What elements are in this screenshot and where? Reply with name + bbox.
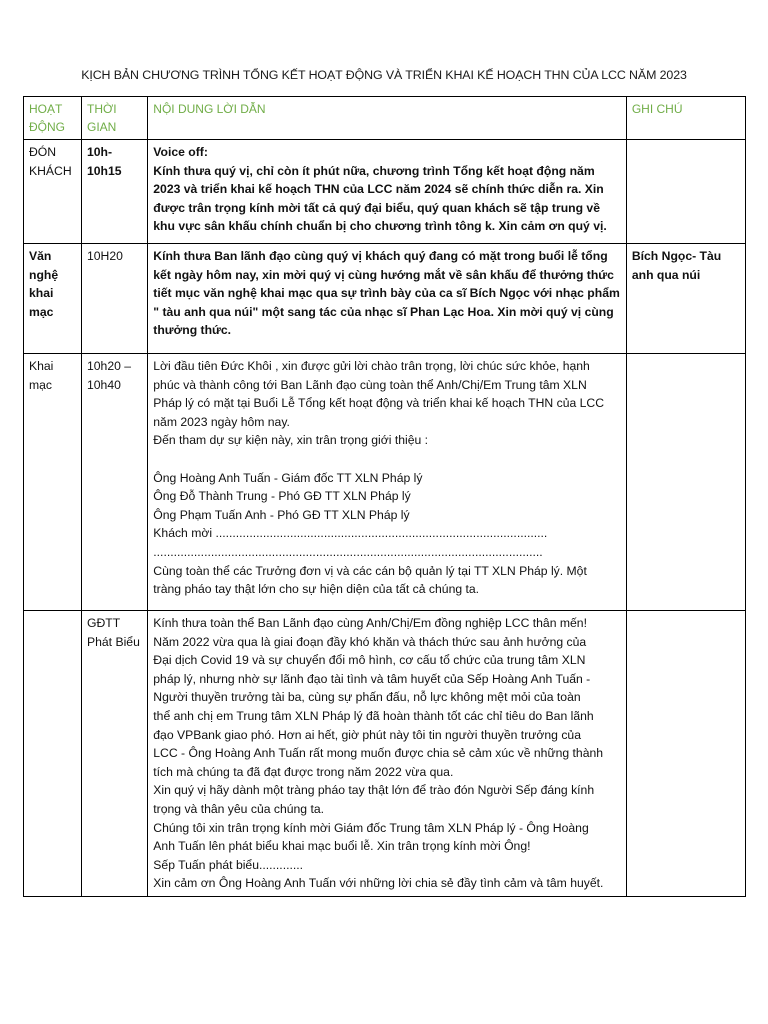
content-line: ...................................................................................................................: [153, 544, 543, 559]
cell-note: [626, 354, 745, 611]
cell-activity: Khai mạc: [24, 354, 82, 611]
content-line: Sếp Tuấn phát biểu.............: [153, 857, 304, 872]
page-title: KỊCH BẢN CHƯƠNG TRÌNH TỔNG KẾT HOẠT ĐỘNG VÀ TRIỂN KHAI KẾ HOẠCH THN CỦA LCC NĂM 2023: [81, 68, 687, 82]
header-activity: HOẠT ĐỘNG: [24, 97, 82, 140]
cell-time: 10H20: [82, 244, 148, 354]
content-line: Kính thưa toàn thể Ban Lãnh đạo cùng Anh/Chị/Em đồng nghiệp LCC thân mến!: [153, 616, 587, 630]
content-line: Kính thưa quý vị, chỉ còn ít phút nữa, chương trình Tổng kết hoạt động năm: [153, 163, 595, 178]
content-line: Voice off:: [153, 145, 208, 159]
cell-time: GĐTT Phát Biểu: [82, 611, 148, 897]
content-line: Xin quý vị hãy dành một tràng pháo tay thật lớn để trào đón Người Sếp đáng kính: [153, 783, 595, 798]
content-line: LCC - Ông Hoàng Anh Tuấn rất mong muốn được chia sẻ cảm xúc về những thành: [153, 746, 604, 761]
content-line: Cùng toàn thể các Trưởng đơn vị và các cán bộ quản lý tại TT XLN Pháp lý. Một: [153, 563, 587, 578]
cell-content: [148, 611, 627, 897]
content-line: Năm 2022 vừa qua là giai đoạn đầy khó khăn và thách thức sau ảnh hưởng của: [153, 634, 587, 649]
content-line: phúc và thành công tới Ban Lãnh đạo cùng toàn thể Anh/Chị/Em Trung tâm XLN: [153, 377, 587, 392]
content-line: Chúng tôi xin trân trọng kính mời Giám đốc Trung tâm XLN Pháp lý - Ông Hoàng: [153, 820, 589, 835]
content-line: " tàu anh qua núi" một sang tác của nhạc sĩ Phan Lạc Hoa. Xin mời quý vị cùng: [153, 304, 614, 319]
cell-content: [148, 140, 627, 244]
content-line: pháp lý, nhưng nhờ sự lãnh đạo tài tình và tâm huyết của Sếp Hoàng Anh Tuấn -: [153, 671, 591, 686]
table-row: [24, 611, 746, 897]
content-line: kết ngày hôm nay, xin mời quý vị cùng hướng mắt về sân khấu để thưởng thức: [153, 267, 614, 282]
cell-note: [626, 611, 745, 897]
content-blank-line: [153, 450, 621, 469]
header-note: GHI CHÚ: [626, 97, 745, 140]
table-header-row: [24, 97, 746, 140]
content-line: Kính thưa Ban lãnh đạo cùng quý vị khách quý đang có mặt trong buổi lễ tổng: [153, 249, 608, 263]
cell-activity: Văn nghệ khai mạc: [24, 244, 82, 354]
header-time: THỜI GIAN: [82, 97, 148, 140]
content-line: thể anh chị em Trung tâm XLN Pháp lý đã hoàn thành tốt các chỉ tiêu do Ban lãnh: [153, 708, 594, 723]
cell-time: 10h-10h15: [82, 140, 148, 244]
content-line: Người thuyền trưởng tài ba, cùng sự phấn đấu, nỗ lực không mệt mỏi của toàn: [153, 690, 581, 705]
cell-activity: ĐÓN KHÁCH: [24, 140, 82, 244]
content-line: Đến tham dự sự kiện này, xin trân trọng giới thiệu :: [153, 433, 429, 448]
content-line: Anh Tuấn lên phát biểu khai mạc buổi lễ. Xin trân trọng kính mời Ông!: [153, 839, 531, 854]
content-line: đạo VPBank giao phó. Hơn ai hết, giờ phút này tôi tin người thuyền trưởng của: [153, 727, 581, 742]
content-line: Đại dịch Covid 19 và sự chuyển đổi mô hình, cơ cấu tổ chức của trung tâm XLN: [153, 653, 586, 668]
cell-content: [148, 244, 627, 354]
content-line: Ông Đỗ Thành Trung - Phó GĐ TT XLN Pháp lý: [153, 489, 411, 504]
cell-content: [148, 354, 627, 611]
table-row: [24, 354, 746, 611]
header-content: NỘI DUNG LỜI DẪN: [148, 97, 627, 140]
content-line: Pháp lý có mặt tại Buổi Lễ Tổng kết hoạt động và triển khai kế hoạch THN của LCC: [153, 396, 605, 411]
content-line: Lời đầu tiên Đức Khôi , xin được gửi lời chào trân trọng, lời chúc sức khỏe, hạnh: [153, 359, 590, 373]
content-line: tích mà chúng ta đã đạt được trong năm 2022 vừa qua.: [153, 764, 454, 779]
content-line: trọng và thân yêu của chúng ta.: [153, 801, 325, 816]
table-row: [24, 140, 746, 244]
cell-note: [626, 140, 745, 244]
content-line: tràng pháo tay thật lớn cho sự hiện diện của tất cả chúng ta.: [153, 582, 480, 597]
content-line: được trân trọng kính mời tất cả quý đại biểu, quý quan khách sẽ tập trung về: [153, 200, 600, 215]
content-line: Khách mời ..................................................................................................: [153, 526, 548, 541]
program-script-table: [23, 96, 746, 897]
content-line: khu vực sân khấu chính chuẩn bị cho chương trình tông k. Xin cảm ơn quý vị.: [153, 219, 607, 234]
content-line: Ông Phạm Tuấn Anh - Phó GĐ TT XLN Pháp lý: [153, 507, 410, 522]
table-row: [24, 244, 746, 354]
content-line: tiết mục văn nghệ khai mạc qua sự trình bày của ca sĩ Bích Ngọc với nhạc phẩm: [153, 286, 620, 301]
cell-time: 10h20 – 10h40: [82, 354, 148, 611]
content-line: Ông Hoàng Anh Tuấn - Giám đốc TT XLN Pháp lý: [153, 470, 423, 485]
cell-activity: [24, 611, 82, 897]
content-line: Xin cảm ơn Ông Hoàng Anh Tuấn với những lời chia sẻ đầy tình cảm và tâm huyết.: [153, 876, 604, 891]
content-line: 2023 và triển khai kế hoạch THN của LCC năm 2024 sẽ chính thức diễn ra. Xin: [153, 182, 604, 197]
content-line: thưởng thức.: [153, 323, 232, 338]
content-line: năm 2023 ngày hôm nay.: [153, 414, 290, 429]
cell-note: Bích Ngọc- Tàu anh qua núi: [626, 244, 745, 354]
